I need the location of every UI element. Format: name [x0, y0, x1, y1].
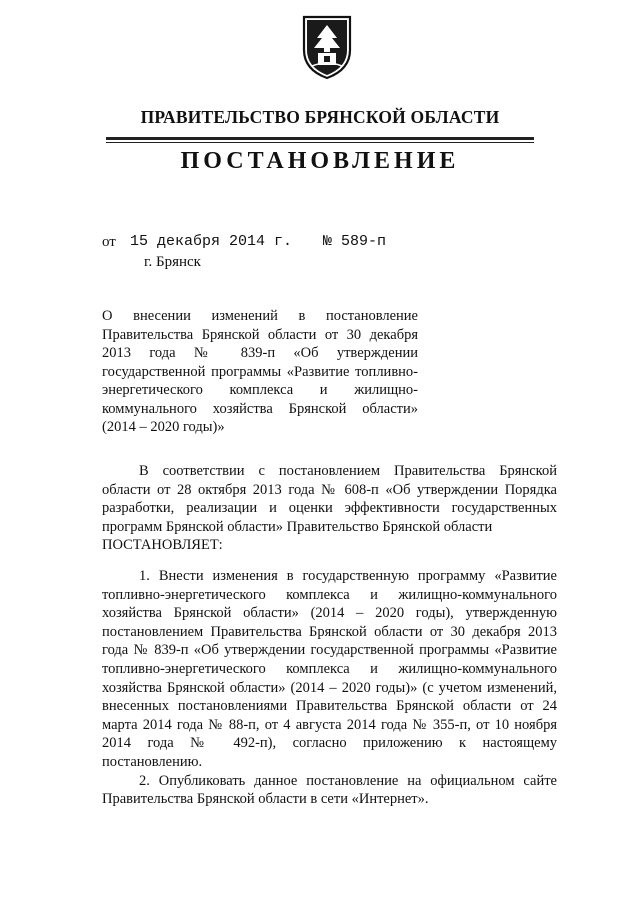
document-subject: О внесении изменений в постановление Правительства Брянской области от 30 декабря 2013 года № 839-п «Об утверждении государственной программы «Развитие топливно-энергетического комплекса и жилищно-коммунального хозяйства Брянской области» (2014 – 2020 годы)»	[102, 308, 418, 435]
document-date: 15 декабря 2014 г.	[130, 233, 293, 250]
decree-items	[102, 567, 557, 809]
header-rule-thick	[106, 137, 534, 140]
header-rule-thin	[106, 142, 534, 143]
decree-item-1: 1. Внести изменения в государственную программу «Развитие топливно-энергетического комплекса и жилищно-коммунального хозяйства Брянской области» (2014 – 2020 годы), утвержденную постановлением Правительства Брянской области от 30 декабря 2013 года № 839-п «Об утверждении государственной программы «Развитие топливно-энергетического комплекса и жилищно-коммунального хозяйства Брянской области» (2014 – 2020 годы)» (с учетом изменений, внесенных постановлениями Правительства Брянской области от 24 марта 2014 года № 88-п, от 4 августа 2014 года № 355-п, от 10 ноября 2014 года № 492-п), согласно приложению к настоящему постановлению.	[102, 568, 557, 770]
coat-of-arms-emblem	[300, 14, 354, 80]
preamble-paragraph: В соответствии с постановлением Правительства Брянской области от 28 октября 2013 года № 608-п «Об утверждении Порядка разработки, реализации и оценки эффективности государственных программ Брянской области» Правительство Брянской области	[102, 463, 557, 535]
city-label: г. Брянск	[144, 254, 201, 270]
decree-word: ПОСТАНОВЛЯЕТ:	[102, 537, 223, 553]
preamble-block	[102, 462, 557, 536]
decree-item-2: 2. Опубликовать данное постановление на официальном сайте Правительства Брянской области в сети «Интернет».	[102, 772, 557, 808]
document-type-title: ПОСТАНОВЛЕНИЕ	[180, 148, 460, 174]
document-number: № 589-п	[323, 233, 387, 250]
date-number-line	[102, 234, 562, 256]
from-label: от	[102, 234, 116, 250]
government-name: ПРАВИТЕЛЬСТВО БРЯНСКОЙ ОБЛАСТИ	[140, 107, 500, 127]
